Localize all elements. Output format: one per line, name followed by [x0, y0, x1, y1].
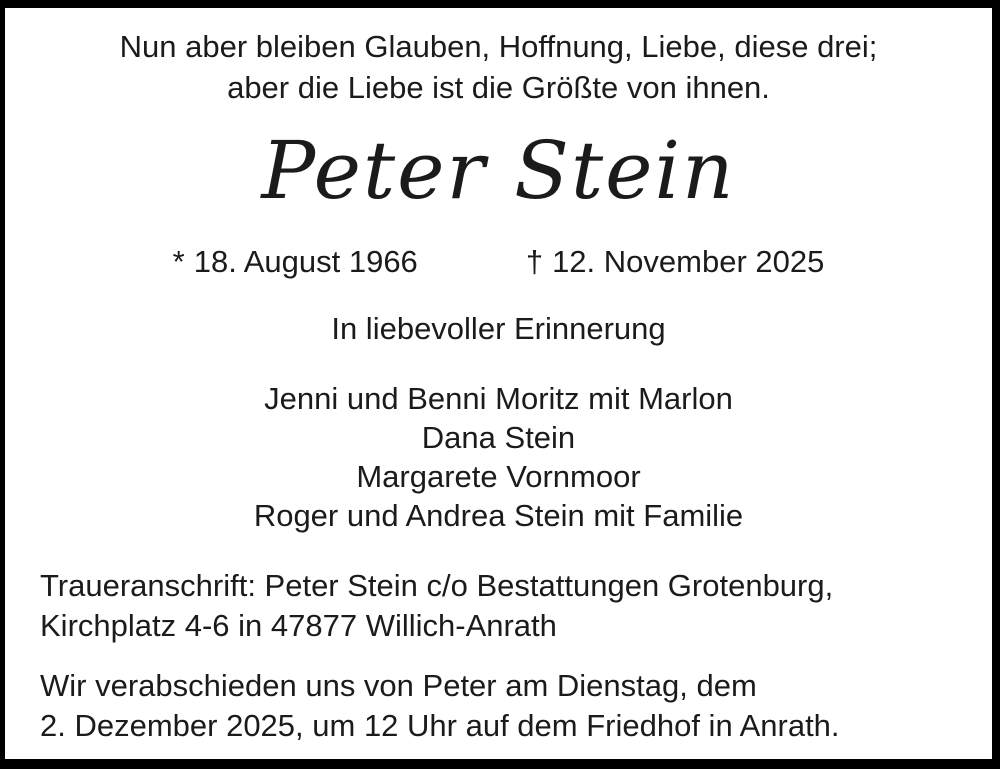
- birth-date: [173, 242, 418, 282]
- condolence-address-line-1: Traueranschrift: Peter Stein c/o Bestattungen Grotenburg,: [40, 568, 834, 603]
- mourner-line: Roger und Andrea Stein mit Familie: [253, 498, 744, 533]
- death-date-text: 12. November 2025: [552, 244, 825, 279]
- farewell-notice: [5, 666, 992, 746]
- bible-quote: [5, 8, 992, 108]
- deceased-name: Peter Stein: [261, 124, 736, 217]
- bible-quote-line-2: aber die Liebe ist die Größte von ihnen.: [227, 70, 770, 105]
- mourner-line: Dana Stein: [421, 420, 576, 455]
- condolence-address-line-2: Kirchplatz 4-6 in 47877 Willich-Anrath: [40, 608, 557, 643]
- remembrance-line: In liebevoller Erinnerung: [331, 311, 666, 346]
- condolence-address: [5, 566, 992, 646]
- mourners-list: [5, 379, 992, 535]
- obituary-page: [5, 8, 992, 759]
- farewell-line-1: Wir verabschieden uns von Peter am Dienstag, dem: [40, 668, 757, 703]
- mourner-line: Jenni und Benni Moritz mit Marlon: [264, 381, 733, 416]
- birth-star-icon: *: [172, 244, 185, 279]
- death-cross-icon: †: [525, 244, 544, 279]
- bible-quote-line-1: Nun aber bleiben Glauben, Hoffnung, Liebe, diese drei;: [119, 29, 878, 64]
- death-date: [526, 242, 825, 282]
- birth-date-text: 18. August 1966: [193, 244, 418, 279]
- farewell-line-2: 2. Dezember 2025, um 12 Uhr auf dem Friedhof in Anrath.: [40, 708, 840, 743]
- mourner-line: Margarete Vornmoor: [356, 459, 641, 494]
- life-dates: [5, 242, 992, 282]
